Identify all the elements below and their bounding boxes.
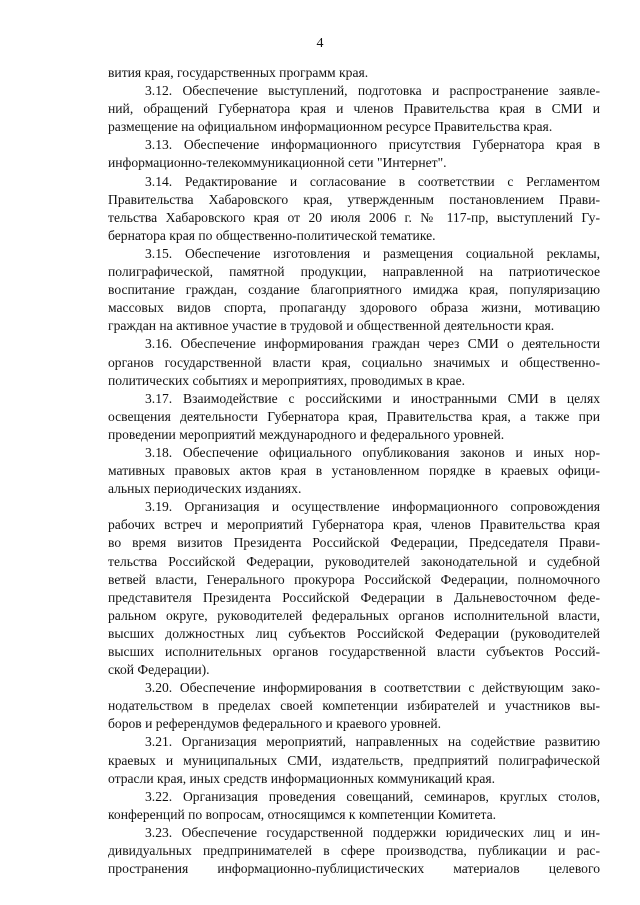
paragraph-p313 <box>108 136 600 172</box>
paragraph-line: 3.16. Обеспечение информирования граждан через СМИ о деятельности <box>145 336 600 352</box>
paragraph-p320 <box>108 679 600 733</box>
paragraph-line: освещения деятельности Губернатора края, Правительства края, а также при <box>108 408 600 424</box>
paragraph-line: 3.19. Организация и осуществление информационного сопровождения <box>145 499 600 515</box>
paragraph-p323 <box>108 824 600 878</box>
paragraph-line: конференций по вопросам, относящимся к компетенции Комитета. <box>108 806 497 822</box>
paragraph-line: представителя Президента Российской Федерации в Дальневосточном феде- <box>108 589 600 605</box>
paragraph-p312 <box>108 82 600 136</box>
paragraph-line: 3.22. Организация проведения совещаний, семинаров, круглых столов, <box>145 788 600 804</box>
paragraph-p315 <box>108 245 600 335</box>
paragraph-line: нодательством в пределах своей компетенции избирателей и участников вы- <box>108 698 600 714</box>
paragraph-line: граждан на активное участие в трудовой и общественной деятельности края. <box>108 318 555 334</box>
paragraph-line: во время визитов Президента Российской Федерации, Председателя Прави- <box>108 535 600 551</box>
paragraph-p316 <box>108 335 600 389</box>
paragraph-line: высших исполнительных органов государственной власти субъектов Россий- <box>108 644 600 659</box>
paragraph-p318 <box>108 444 600 498</box>
paragraph-line: воспитание граждан, создание благоприятного имиджа края, популяризацию <box>108 282 600 298</box>
paragraph-line: ской Федерации). <box>108 662 210 678</box>
paragraph-line: ветвей власти, Генерального прокурора Российской Федерации, полномочного <box>108 571 600 587</box>
paragraph-p319 <box>108 498 600 679</box>
paragraph-line: тельства Хабаровского края от 20 июля 2006 г. № 117-пр, выступлений Гу- <box>108 209 600 225</box>
paragraph-line: боров и референдумов федерального и краевого уровней. <box>108 716 442 732</box>
document-body <box>108 64 600 878</box>
paragraph-line: тельства Российской Федерации, руководителей законодательной и судебной <box>108 553 600 569</box>
paragraph-line: бернатора края по общественно-политической тематике. <box>108 227 436 243</box>
paragraph-p321 <box>108 733 600 787</box>
paragraph-line: высших должностных лиц субъектов Российской Федерации (руководителей <box>108 625 600 641</box>
paragraph-line: информационно-телекоммуникационной сети "Интернет". <box>108 155 447 171</box>
paragraph-line: 3.15. Обеспечение изготовления и размещения социальной рекламы, <box>145 245 600 261</box>
paragraph-line: мативных правовых актов края в установленном порядке в краевых офици- <box>108 463 600 479</box>
paragraph-p317 <box>108 390 600 444</box>
paragraph-line: 3.21. Организация мероприятий, направленных на содействие развитию <box>145 734 600 750</box>
paragraph-line: размещение на официальном информационном ресурсе Правительства края. <box>108 119 553 135</box>
paragraph-line: 3.18. Обеспечение официального опубликования законов и иных нор- <box>145 444 600 460</box>
paragraph-line: отрасли края, иных средств информационных коммуникаций края. <box>108 770 496 786</box>
paragraph-line: пространения информационно-публицистических материалов целевого <box>108 861 600 877</box>
paragraph-line: 3.17. Взаимодействие с российскими и иностранными СМИ в целях <box>145 390 600 406</box>
paragraph-line: проведении мероприятий международного и федерального уровней. <box>108 426 505 442</box>
paragraph-line: рабочих встреч и мероприятий Губернатора края, членов Правительства края <box>108 517 600 533</box>
paragraph-line: ний, обращений Губернатора края и членов Правительства края в СМИ и <box>108 101 600 117</box>
paragraph-p314 <box>108 173 600 245</box>
paragraph-line: политических событиях и мероприятиях, проводимых в крае. <box>108 372 465 388</box>
page-number: 4 <box>316 36 324 51</box>
paragraph-line: ральном округе, руководителей федеральных органов исполнительной власти, <box>108 607 600 623</box>
paragraph-line: 3.14. Редактирование и согласование в соответствии с Регламентом <box>145 173 600 189</box>
paragraph-line: 3.20. Обеспечение информирования в соответствии с действующим зако- <box>145 680 600 696</box>
paragraph-line: дивидуальных предпринимателей в сфере производства, публикации и рас- <box>108 843 600 859</box>
paragraph-line: 3.13. Обеспечение информационного присутствия Губернатора края в <box>145 137 600 153</box>
paragraph-line: полиграфической, памятной продукции, направленной на патриотическое <box>108 264 600 280</box>
paragraph-line: 3.12. Обеспечение выступлений, подготовка и распространение заявле- <box>145 83 600 99</box>
paragraph-p0 <box>108 64 600 82</box>
paragraph-line: вития края, государственных программ края. <box>108 65 369 80</box>
paragraph-line: 3.23. Обеспечение государственной поддержки юридических лиц и ин- <box>145 824 600 840</box>
paragraph-line: органов государственной власти края, социально значимых и общественно- <box>108 354 600 370</box>
paragraph-line: краевых и муниципальных СМИ, издательств, предприятий полиграфической <box>108 752 600 768</box>
paragraph-line: Правительства Хабаровского края, утвержденным постановлением Прави- <box>108 191 600 207</box>
paragraph-p322 <box>108 788 600 824</box>
paragraph-line: массовых видов спорта, пропаганду здорового образа жизни, мотивацию <box>108 300 600 316</box>
paragraph-line: альных периодических изданиях. <box>108 481 302 497</box>
